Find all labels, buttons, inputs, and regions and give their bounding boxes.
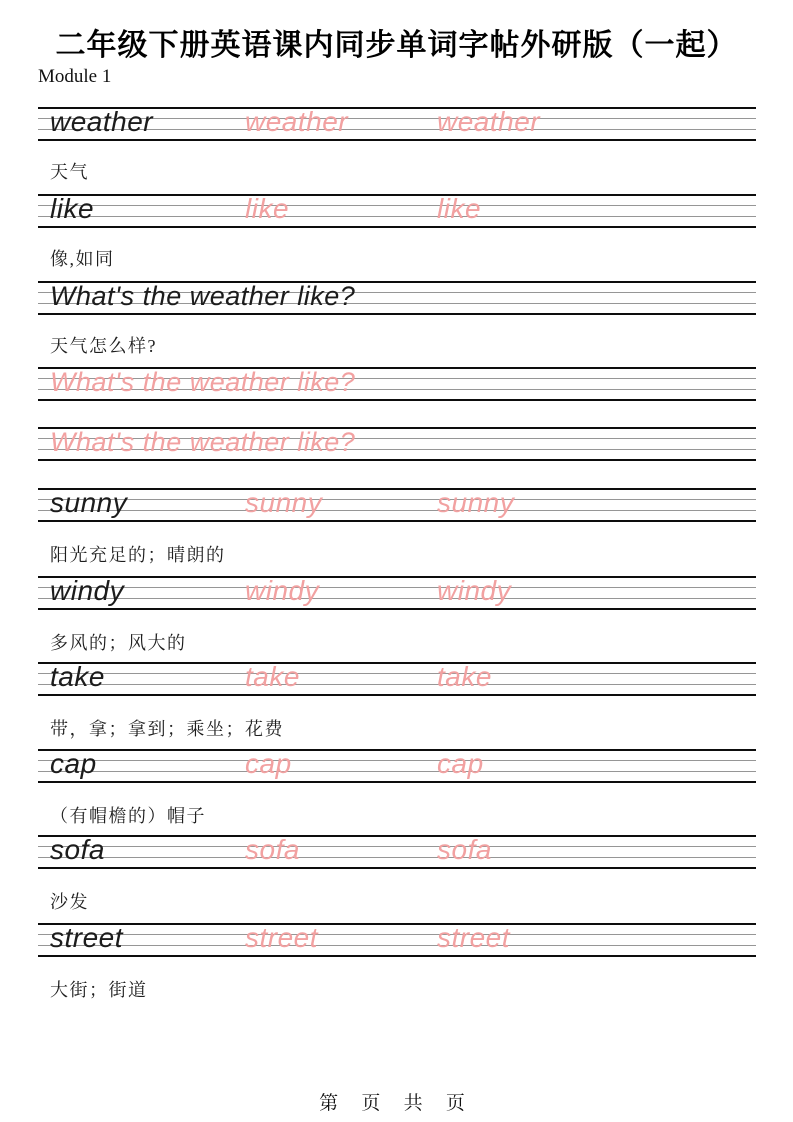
practice-staff-cap	[38, 749, 756, 783]
trace-word: cap	[245, 748, 292, 779]
practice-staff-sentence-trace	[38, 367, 756, 401]
trace-word: sofa	[245, 834, 300, 865]
meaning-text: 多风的；风大的	[50, 633, 187, 653]
practice-word: cap	[50, 748, 97, 779]
page-title: 二年级下册英语课内同步单词字帖外研版（一起）	[55, 29, 738, 62]
practice-staff-sentence	[38, 281, 756, 315]
practice-staff-like	[38, 194, 756, 228]
trace-word: street	[245, 922, 319, 953]
trace-word: weather	[245, 106, 349, 137]
trace-word: like	[245, 193, 290, 224]
practice-staff-take	[38, 662, 756, 696]
meaning-text: 像,如同	[50, 249, 115, 269]
meaning-text: 阳光充足的；晴朗的	[50, 545, 226, 565]
practice-staff-street	[38, 923, 756, 957]
practice-word: weather	[50, 106, 154, 137]
trace-sentence: What's the weather like?	[50, 367, 356, 397]
practice-word: sunny	[50, 487, 128, 518]
meaning-text: 天气怎么样?	[50, 336, 157, 356]
practice-word: like	[50, 193, 95, 224]
trace-word: street	[437, 922, 511, 953]
practice-staff-sunny	[38, 488, 756, 522]
meaning-text: 带，拿；拿到；乘坐；花费	[50, 719, 284, 739]
meaning-text: 天气	[50, 162, 89, 182]
meaning-text: （有帽檐的）帽子	[50, 806, 206, 826]
trace-word: take	[437, 661, 492, 692]
meaning-text: 沙发	[50, 892, 89, 912]
practice-sentence: What's the weather like?	[50, 281, 356, 311]
trace-word: sunny	[245, 487, 323, 518]
practice-word: windy	[50, 575, 125, 606]
page-footer: 第 页 共 页	[319, 1093, 474, 1114]
practice-staff-sofa	[38, 835, 756, 869]
practice-staff-weather	[38, 107, 756, 141]
practice-word: sofa	[50, 834, 105, 865]
practice-staff-sentence-trace	[38, 427, 756, 461]
practice-word: take	[50, 661, 105, 692]
trace-sentence: What's the weather like?	[50, 427, 356, 457]
trace-word: windy	[437, 575, 512, 606]
module-label: Module 1	[38, 66, 112, 87]
meaning-text: 大街；街道	[50, 980, 148, 1000]
trace-word: cap	[437, 748, 484, 779]
trace-word: weather	[437, 106, 541, 137]
practice-word: street	[50, 922, 124, 953]
trace-word: windy	[245, 575, 320, 606]
trace-word: like	[437, 193, 482, 224]
trace-word: sofa	[437, 834, 492, 865]
practice-staff-windy	[38, 576, 756, 610]
trace-word: take	[245, 661, 300, 692]
trace-word: sunny	[437, 487, 515, 518]
